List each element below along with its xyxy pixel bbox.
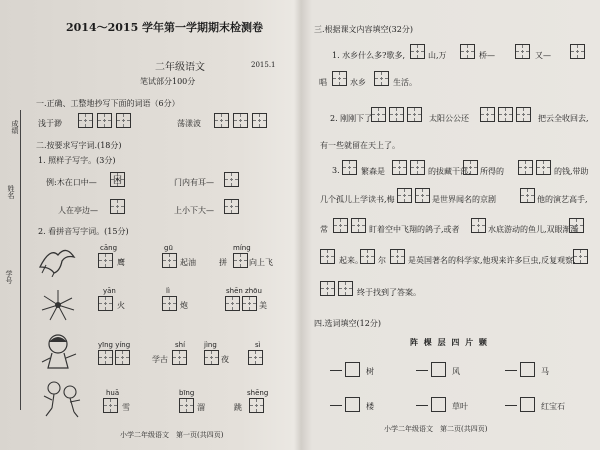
clue-pao: 炮 xyxy=(180,301,188,310)
pinyin-si: sì xyxy=(255,341,261,349)
fill-box[interactable] xyxy=(516,107,531,122)
fill-box[interactable] xyxy=(320,281,335,296)
fill-box[interactable] xyxy=(515,44,530,59)
measure-item-tree: 树 xyxy=(366,367,374,376)
measure-item-building: 楼 xyxy=(366,402,374,411)
write-box[interactable] xyxy=(116,113,131,128)
q3-text-k: 起来。 xyxy=(339,256,363,265)
pinyin-jing: jìng xyxy=(204,341,217,349)
eagle-illustration xyxy=(36,243,76,277)
pinyin-li: lì xyxy=(166,287,170,295)
clue-mei: 美 xyxy=(259,301,267,310)
fill-box[interactable] xyxy=(410,160,425,175)
section2-heading: 二.按要求写字词.(18分) xyxy=(36,141,122,150)
margin-label-id: 学号 xyxy=(5,270,13,284)
pinyin-shi: shí xyxy=(175,341,186,349)
pinyin-yan: yān xyxy=(103,287,116,295)
clue-ye: 夜 xyxy=(221,355,229,364)
pinyin-hua: huā xyxy=(106,389,120,397)
hanzi-box[interactable] xyxy=(204,350,219,365)
fill-box[interactable] xyxy=(351,218,366,233)
hanzi-box[interactable] xyxy=(242,296,257,311)
pinyin-sheng: shēng xyxy=(247,389,269,397)
fill-box[interactable] xyxy=(536,160,551,175)
answer-box[interactable] xyxy=(224,199,239,214)
pinyin-yingying: yīng yíng xyxy=(98,341,131,349)
left-footer: 小学二年级语文 第一页(共四页) xyxy=(120,431,224,439)
section3-heading: 三.根据课文内容填空(32分) xyxy=(314,25,413,34)
q3-text-i: 盯着空中飞翔的鸽子,或者 xyxy=(369,225,460,234)
measure-item-ruby: 红宝石 xyxy=(541,402,565,411)
compose-item-2: 门内有耳— xyxy=(174,178,214,187)
example-answer: 困 xyxy=(113,176,123,186)
margin-label-score: 成绩 xyxy=(11,120,19,134)
q3-text-a: 繁森是 xyxy=(361,167,385,176)
write-box[interactable] xyxy=(233,113,248,128)
fill-box[interactable] xyxy=(389,107,404,122)
clue-xue: 雪 xyxy=(122,403,130,412)
hanzi-box[interactable] xyxy=(162,296,177,311)
measure-item-horse: 马 xyxy=(541,367,549,376)
word-options: 阵 棵 层 四 片 颗 xyxy=(410,337,487,347)
pinyin-bing: bīng xyxy=(179,389,195,397)
blank-line xyxy=(416,370,428,371)
q3-text-j: 水底游动的鱼儿,双眼渐渐 xyxy=(488,225,579,234)
hanzi-box[interactable] xyxy=(98,350,113,365)
q2-text-a: 2. 刚刚下了 xyxy=(330,114,373,123)
compose-item-1: 例:木在口中— xyxy=(46,178,97,187)
fill-box[interactable] xyxy=(498,107,513,122)
hanzi-box[interactable] xyxy=(162,253,177,268)
clue-pin: 拼 xyxy=(219,258,227,267)
blank-line xyxy=(505,405,517,406)
fill-box[interactable] xyxy=(431,362,446,377)
fill-box[interactable] xyxy=(371,107,386,122)
fill-box[interactable] xyxy=(460,44,475,59)
blank-line xyxy=(505,370,517,371)
fill-box[interactable] xyxy=(332,71,347,86)
q1-text-e: 唱 xyxy=(319,78,327,87)
measure-item-grass: 草叶 xyxy=(452,402,468,411)
fill-box[interactable] xyxy=(415,188,430,203)
clue-huo: 火 xyxy=(117,301,125,310)
margin-label-name: 姓名 xyxy=(7,185,15,199)
clue-ying: 鹰 xyxy=(117,258,125,267)
q3-text-c: 所得的 xyxy=(480,167,504,176)
child-illustration xyxy=(38,332,80,372)
q1-text-a: 1. 水乡什么多?歌多, xyxy=(332,51,406,60)
hanzi-box[interactable] xyxy=(98,296,113,311)
fill-box[interactable] xyxy=(345,397,360,412)
hanzi-box[interactable] xyxy=(98,253,113,268)
hanzi-box[interactable] xyxy=(249,398,264,413)
fill-box[interactable] xyxy=(463,160,478,175)
compose-item-3: 人在亭边— xyxy=(58,206,98,215)
section4-heading: 四.选词填空(12分) xyxy=(314,319,381,328)
measure-item-wind: 风 xyxy=(452,367,460,376)
hanzi-box[interactable] xyxy=(225,296,240,311)
fill-box[interactable] xyxy=(390,249,405,264)
blank-line xyxy=(416,405,428,406)
fill-box[interactable] xyxy=(333,218,348,233)
fill-box[interactable] xyxy=(320,249,335,264)
q1-text-d: 又— xyxy=(535,51,551,60)
write-box[interactable] xyxy=(252,113,267,128)
fill-box[interactable] xyxy=(407,107,422,122)
copy-word-2: 荡漾波 xyxy=(177,119,201,128)
part2-heading: 2. 看拼音写字词。(15分) xyxy=(38,227,129,236)
fill-box[interactable] xyxy=(520,397,535,412)
fill-box[interactable] xyxy=(480,107,495,122)
q2-text-c: 把云全收回去, xyxy=(538,114,589,123)
blank-line xyxy=(330,405,342,406)
pinyin-cang: cāng xyxy=(100,244,118,252)
compose-item-4: 上小下大— xyxy=(174,206,214,215)
fill-box[interactable] xyxy=(431,397,446,412)
q3-text-d: 的钱,带助 xyxy=(554,167,589,176)
clue-qiyou: 起油 xyxy=(180,258,196,267)
hanzi-box[interactable] xyxy=(248,350,263,365)
write-box[interactable] xyxy=(97,113,112,128)
fill-box[interactable] xyxy=(518,160,533,175)
fireworks-illustration xyxy=(38,288,78,322)
answer-box[interactable] xyxy=(224,172,239,187)
subject-title: 二年级语文 xyxy=(155,62,205,73)
fill-box[interactable] xyxy=(573,249,588,264)
fill-box[interactable] xyxy=(342,160,357,175)
q3-text-h: 常 xyxy=(320,225,328,234)
q1-text-b: 山,万 xyxy=(428,51,447,60)
fill-box[interactable] xyxy=(520,362,535,377)
pinyin-gu: gū xyxy=(164,244,173,252)
fill-box[interactable] xyxy=(570,44,585,59)
hanzi-box[interactable] xyxy=(103,398,118,413)
fill-box[interactable] xyxy=(569,218,584,233)
fill-box[interactable] xyxy=(392,160,407,175)
clue-tiao: 跳 xyxy=(234,403,242,412)
score-note: 笔试部分100分 xyxy=(140,77,196,86)
fill-box[interactable] xyxy=(397,188,412,203)
fill-box[interactable] xyxy=(345,362,360,377)
q3-num: 3. xyxy=(332,166,340,175)
exam-date: 2015.1 xyxy=(251,61,276,69)
section1-heading: 一.正确、工整地抄写下面的词语（6分） xyxy=(36,99,180,108)
clue-xuegu: 学古 xyxy=(152,355,168,364)
pinyin-shenzhou: shēn zhōu xyxy=(226,287,262,295)
q3-text-m: 是英国著名的科学家,他现来许多巨虫,反复观察, xyxy=(408,256,576,265)
answer-box[interactable] xyxy=(110,199,125,214)
q3-text-n: 终于找到了答案。 xyxy=(357,288,421,297)
write-box[interactable] xyxy=(78,113,93,128)
q3-text-g: 他的演艺高手, xyxy=(537,195,588,204)
q3-text-b: 的拔藏干部, xyxy=(428,167,471,176)
copy-word-1: 浅于渺 xyxy=(38,119,62,128)
exam-title: 2014～2015 学年第一学期期末检测卷 xyxy=(66,21,264,34)
q3-text-l: 尔 xyxy=(378,256,386,265)
q1-text-g: 生活。 xyxy=(393,78,417,87)
fill-box[interactable] xyxy=(360,249,375,264)
right-footer: 小学二年级语文 第二页(共四页) xyxy=(384,425,488,433)
clue-liu: 溜 xyxy=(197,403,205,412)
part1-heading: 1. 照样子写字。(3分) xyxy=(38,156,116,165)
margin-line xyxy=(20,110,21,410)
hanzi-box[interactable] xyxy=(172,350,187,365)
hanzi-box[interactable] xyxy=(179,398,194,413)
fill-box[interactable] xyxy=(410,44,425,59)
q3-text-f: 是世界闻名的京剧 xyxy=(432,195,496,204)
q3-text-e: 几个孤儿上学读书,梅 xyxy=(320,195,395,204)
q2-text-b: 太阳公公还 xyxy=(429,114,469,123)
q1-text-c: 桥— xyxy=(479,51,495,60)
fill-box[interactable] xyxy=(520,188,535,203)
blank-line xyxy=(330,370,342,371)
q1-text-f: 水乡 xyxy=(350,78,366,87)
q2-text-d: 有一些就留在天上了。 xyxy=(320,141,400,150)
write-box[interactable] xyxy=(214,113,229,128)
fill-box[interactable] xyxy=(374,71,389,86)
hanzi-box[interactable] xyxy=(233,253,248,268)
hanzi-box[interactable] xyxy=(115,350,130,365)
fill-box[interactable] xyxy=(471,218,486,233)
fill-box[interactable] xyxy=(338,281,353,296)
kids-playing-illustration xyxy=(40,378,84,418)
clue-fly: 向上飞 xyxy=(249,258,273,267)
pinyin-ming: míng xyxy=(233,244,251,252)
